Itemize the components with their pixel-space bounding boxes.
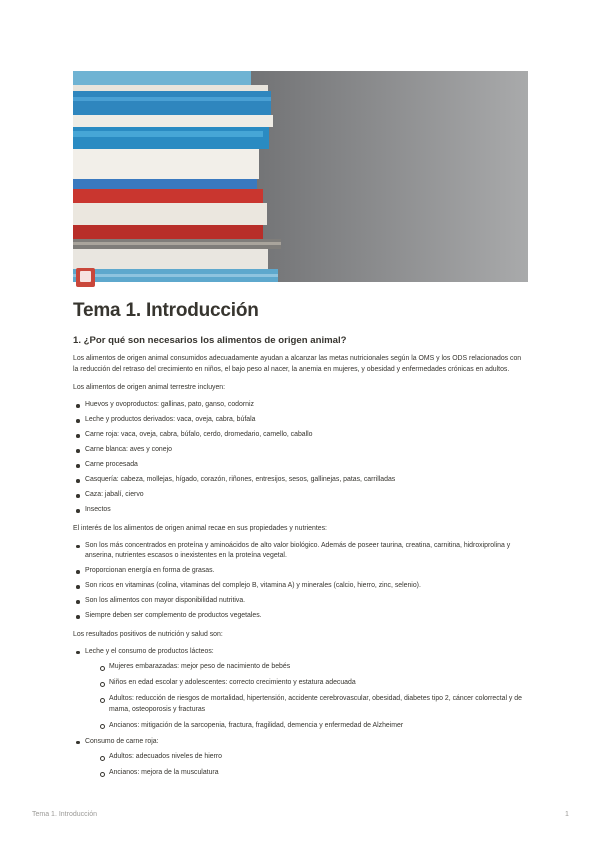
list-item: Son los alimentos con mayor disponibilidad nutritiva.: [73, 596, 528, 607]
meat-label: Consumo de carne roja:: [85, 737, 159, 745]
list-item: Carne blanca: aves y conejo: [73, 445, 528, 456]
page-title: Tema 1. Introducción: [73, 300, 259, 321]
list-item: Proporcionan energía en forma de grasas.: [73, 566, 528, 577]
list-item: Leche y productos derivados: vaca, oveja, cabra, búfala: [73, 415, 528, 426]
sublist-item: Adultos: adecuados niveles de hierro: [85, 752, 528, 763]
sublist-item: Ancianos: mejora de la musculatura: [85, 768, 528, 779]
list-item: Son los más concentrados en proteína y aminoácidos de alto valor biológico. Además de poseer taurina, creatina, carnitina, hidroxiprolina y anserina, nutrientes escasos o inexistentes en la proteína vegetal.: [73, 541, 528, 562]
sublist-item: Adultos: reducción de riesgos de mortalidad, hipertensión, accidente cerebrovascular, obesidad, diabetes tipo 2, cáncer colorrectal y de mama, osteoporosis y fracturas: [85, 694, 528, 715]
list-item-dairy: [73, 647, 528, 732]
intro-paragraph: Los alimentos de origen animal consumidos adecuadamente ayudan a alcanzar las metas nutricionales según la OMS y los ODS relacionados con la reducción del retraso del crecimiento en niños, el bajo peso al nacer, la anemia en mujeres, y obesidad y enfermedades crónicas en adultos.: [73, 355, 522, 374]
list-item-meat: [73, 737, 528, 779]
sublist-item: Ancianos: mitigación de la sarcopenia, fractura, fragilidad, demencia y enfermedad de Alzheimer: [85, 721, 528, 732]
list-item: Insectos: [73, 505, 528, 516]
sublist-item: Mujeres embarazadas: mejor peso de nacimiento de bebés: [85, 662, 528, 673]
sublist-item: Niños en edad escolar y adolescentes: correcto crecimiento y estatura adecuada: [85, 678, 528, 689]
page-content: [73, 335, 528, 786]
list-item: Carne roja: vaca, oveja, cabra, búfalo, cerdo, dromedario, camello, caballo: [73, 430, 528, 441]
results-intro: Los resultados positivos de nutrición y salud son:: [73, 630, 223, 638]
footer-page-number: 1: [565, 811, 569, 818]
dairy-label: Leche y el consumo de productos lácteos:: [85, 647, 214, 655]
list-item: Casquería: cabeza, mollejas, hígado, corazón, riñones, entresijos, sesos, gallinejas, patas, carrilladas: [73, 475, 528, 486]
list-item: Siempre deben ser complemento de productos vegetales.: [73, 611, 528, 622]
cover-image: [73, 71, 528, 282]
terrestrial-intro: Los alimentos de origen animal terrestre incluyen:: [73, 384, 226, 392]
list-item: Huevos y ovoproductos: gallinas, pato, ganso, codorniz: [73, 400, 528, 411]
books-illustration: [73, 71, 528, 282]
interest-intro: El interés de los alimentos de origen animal recae en sus propiedades y nutrientes:: [73, 524, 327, 532]
list-item: Caza: jabalí, ciervo: [73, 490, 528, 501]
meat-sublist: [85, 752, 528, 779]
dairy-sublist: [85, 662, 528, 731]
list-item: Carne procesada: [73, 460, 528, 471]
results-list: [73, 647, 528, 779]
interest-list: [73, 541, 528, 622]
section-heading: 1. ¿Por qué son necesarios los alimentos de origen animal?: [73, 335, 347, 346]
page-icon: [76, 268, 95, 287]
footer-title: Tema 1. Introducción: [32, 811, 97, 818]
terrestrial-list: [73, 400, 528, 516]
list-item: Son ricos en vitaminas (colina, vitaminas del complejo B, vitamina A) y minerales (calcio, hierro, zinc, selenio).: [73, 581, 528, 592]
